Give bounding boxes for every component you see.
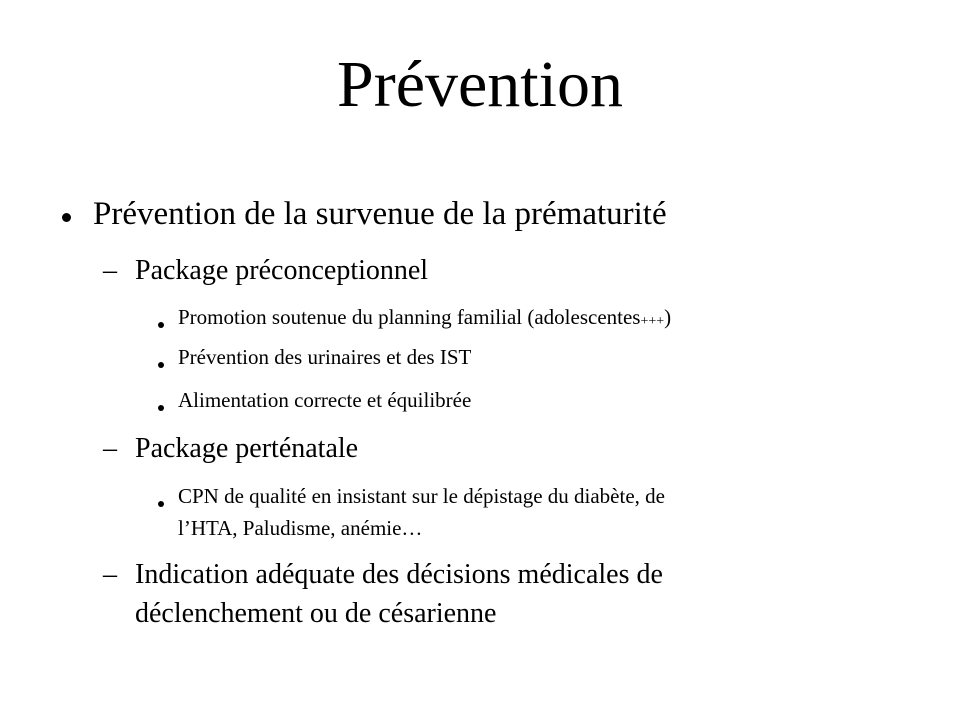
sub-item-indication-line2: déclenchement ou de césarienne [135, 598, 497, 629]
sub-sub-item-urinaires-ist: Prévention des urinaires et des IST [178, 345, 472, 369]
sub-sub-item-cpn-line1: CPN de qualité en insistant sur le dépistage du diabète, de [178, 484, 665, 508]
dash-icon: – [103, 433, 117, 464]
planning-familial-emphasis: +++ [640, 314, 665, 329]
planning-familial-close: ) [664, 305, 672, 329]
dash-icon: – [103, 559, 117, 590]
sub-sub-item-alimentation: Alimentation correcte et équilibrée [178, 388, 472, 412]
sub-item-package-pertenatale: Package perténatale [135, 433, 359, 464]
sub-sub-item-planning-familial [178, 303, 671, 336]
sub-sub-item-cpn-line2: l’HTA, Paludisme, anémie… [178, 516, 423, 540]
slide-title: Prévention [337, 48, 623, 121]
dash-icon: – [103, 255, 117, 286]
level3-bullet-icon [158, 315, 164, 333]
level3-bullet-icon [158, 355, 164, 373]
level3-bullet-icon [158, 494, 164, 512]
sub-item-package-preconceptionnel: Package préconceptionnel [135, 255, 429, 286]
level1-bullet-icon [62, 209, 71, 227]
planning-familial-text: Promotion soutenue du planning familial (adolescentes [178, 305, 641, 329]
level3-bullet-icon [158, 398, 164, 416]
sub-item-indication-line1: Indication adéquate des décisions médicales de [135, 559, 663, 590]
bullet-prevention-prematurite: Prévention de la survenue de la prématurité [93, 196, 667, 232]
